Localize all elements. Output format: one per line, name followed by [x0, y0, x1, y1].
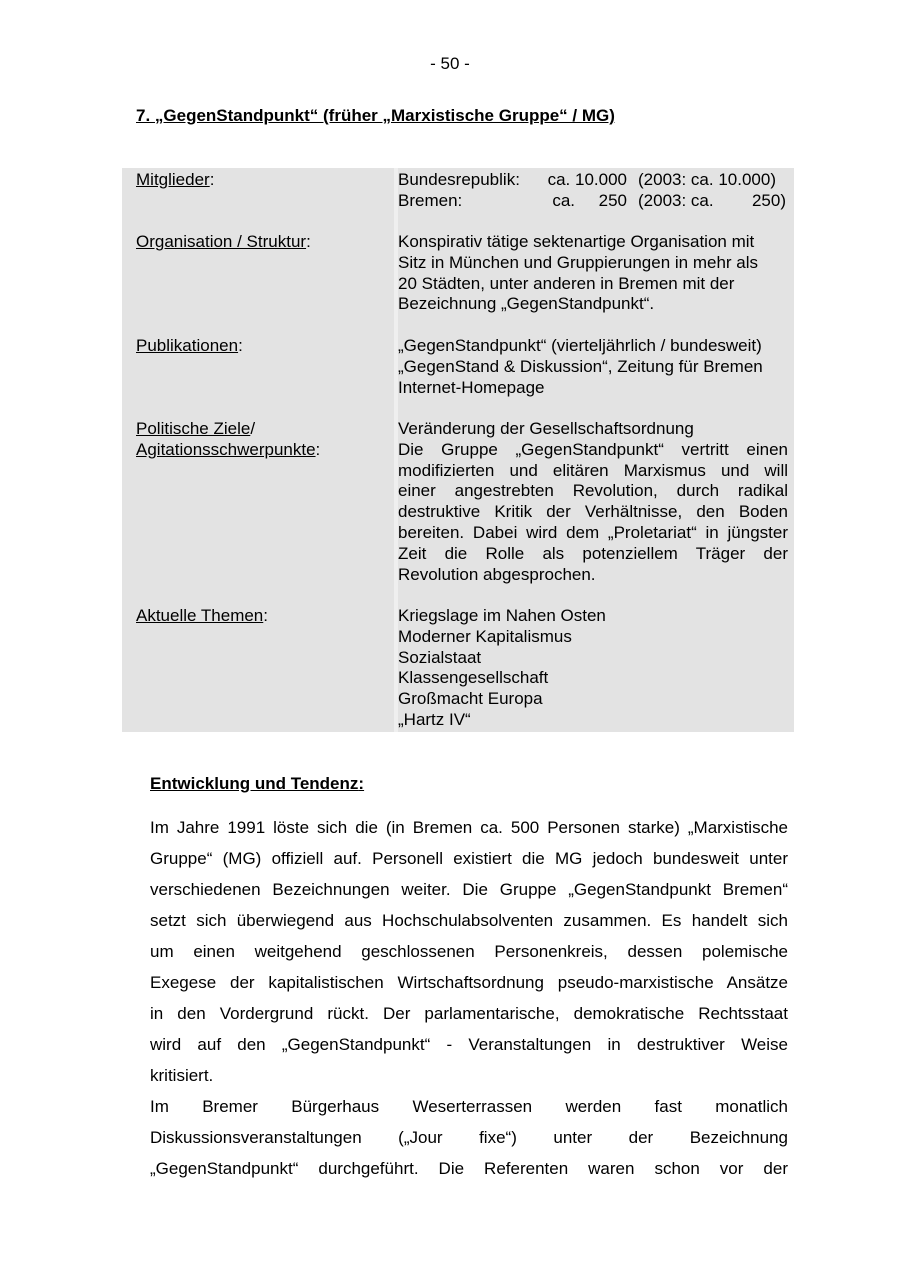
paragraph-line: kritisiert.	[150, 1066, 214, 1085]
paragraph-line: Diskussionsveranstaltungen („Jour fixe“) unter der Bezeichnung	[150, 1128, 788, 1147]
text-line: Die Gruppe „GegenStandpunkt“ vertritt einen	[398, 439, 788, 459]
paragraph-line: um einen weitgehend geschlossenen Personenkreis, dessen polemische	[150, 942, 788, 961]
text-line: 20 Städten, unter anderen in Bremen mit der	[398, 273, 735, 293]
subsection-title: Entwicklung und Tendenz:	[150, 774, 365, 793]
paragraph-line: in den Vordergrund rückt. Der parlamentarische, demokratische Rechtsstaat	[150, 1004, 788, 1023]
text-line: destruktive Kritik der Verhältnisse, den Boden	[398, 502, 788, 522]
members-value	[398, 170, 786, 212]
members-prev: (2003: ca. 250)	[638, 190, 786, 210]
paragraph-line: wird auf den „GegenStandpunkt“ - Veranstaltungen in destruktiver Weise	[150, 1035, 788, 1054]
paragraph-line: Exegese der kapitalistischen Wirtschaftsordnung pseudo-marxistische Ansätze	[150, 973, 788, 992]
topics-value	[398, 606, 788, 731]
topic-item: „Hartz IV“	[398, 709, 471, 729]
members-label: Mitglieder:	[136, 170, 215, 189]
goals-label: Politische Ziele/ Agitationsschwerpunkte:	[136, 419, 321, 459]
goals-value	[398, 419, 788, 585]
topic-item: Großmacht Europa	[398, 689, 543, 709]
topic-item: Klassengesellschaft	[398, 668, 549, 688]
organisation-value	[398, 232, 788, 315]
members-count: ca. 10.000	[547, 170, 627, 189]
members-row-bremen	[398, 191, 786, 212]
topics-label: Aktuelle Themen:	[136, 606, 268, 625]
paragraph-line: Im Bremer Bürgerhaus Weserterrassen werden fast monatlich	[150, 1097, 788, 1116]
paragraph-line: Gruppe“ (MG) offiziell auf. Personell existiert die MG jedoch bundesweit unter	[150, 849, 788, 868]
members-row-federal	[398, 170, 786, 191]
text-line: einer angestrebten Revolution, durch radikal	[398, 481, 788, 501]
members-region: Bremen:	[398, 190, 463, 210]
text-line: Sitz in München und Gruppierungen in mehr als	[398, 252, 759, 272]
topic-item: Sozialstaat	[398, 647, 482, 667]
text-line: „GegenStand & Diskussion“, Zeitung für Bremen	[398, 356, 763, 376]
section-heading: 7. „GegenStandpunkt“ (früher „Marxistische Gruppe“ / MG)	[136, 106, 615, 125]
text-line: Zeit die Rolle als potenziellem Träger der	[398, 543, 788, 563]
text-line: bereiten. Dabei wird dem „Proletariat“ in jüngster	[398, 522, 788, 542]
text-line: Revolution abgesprochen.	[398, 564, 596, 584]
body-text	[150, 812, 788, 1184]
publications-value	[398, 336, 788, 398]
paragraph-line: Im Jahre 1991 löste sich die (in Bremen ca. 500 Personen starke) „Marxistische	[150, 818, 788, 837]
text-line: Veränderung der Gesellschaftsordnung	[398, 419, 694, 438]
text-line: Konspirativ tätige sektenartige Organisation mit	[398, 232, 755, 251]
text-line: Internet-Homepage	[398, 377, 545, 397]
text-line: Bezeichnung „GegenStandpunkt“.	[398, 294, 655, 314]
topic-item: Kriegslage im Nahen Osten	[398, 606, 606, 625]
page-number: - 50 -	[430, 54, 470, 73]
info-table	[122, 168, 794, 732]
members-region: Bundesrepublik:	[398, 170, 520, 189]
publications-label: Publikationen:	[136, 336, 243, 355]
members-count: ca. 250	[552, 190, 627, 210]
text-line: „GegenStandpunkt“ (vierteljährlich / bundesweit)	[398, 336, 762, 355]
organisation-label: Organisation / Struktur:	[136, 232, 311, 251]
topic-item: Moderner Kapitalismus	[398, 626, 572, 646]
paragraph-line: „GegenStandpunkt“ durchgeführt. Die Referenten waren schon vor der	[150, 1159, 788, 1178]
text-line: modifizierten und elitären Marxismus und will	[398, 460, 788, 480]
paragraph-line: setzt sich überwiegend aus Hochschulabsolventen zusammen. Es handelt sich	[150, 911, 788, 930]
paragraph-line: verschiedenen Bezeichnungen weiter. Die Gruppe „GegenStandpunkt Bremen“	[150, 880, 788, 899]
members-prev: (2003: ca. 10.000)	[638, 170, 776, 189]
